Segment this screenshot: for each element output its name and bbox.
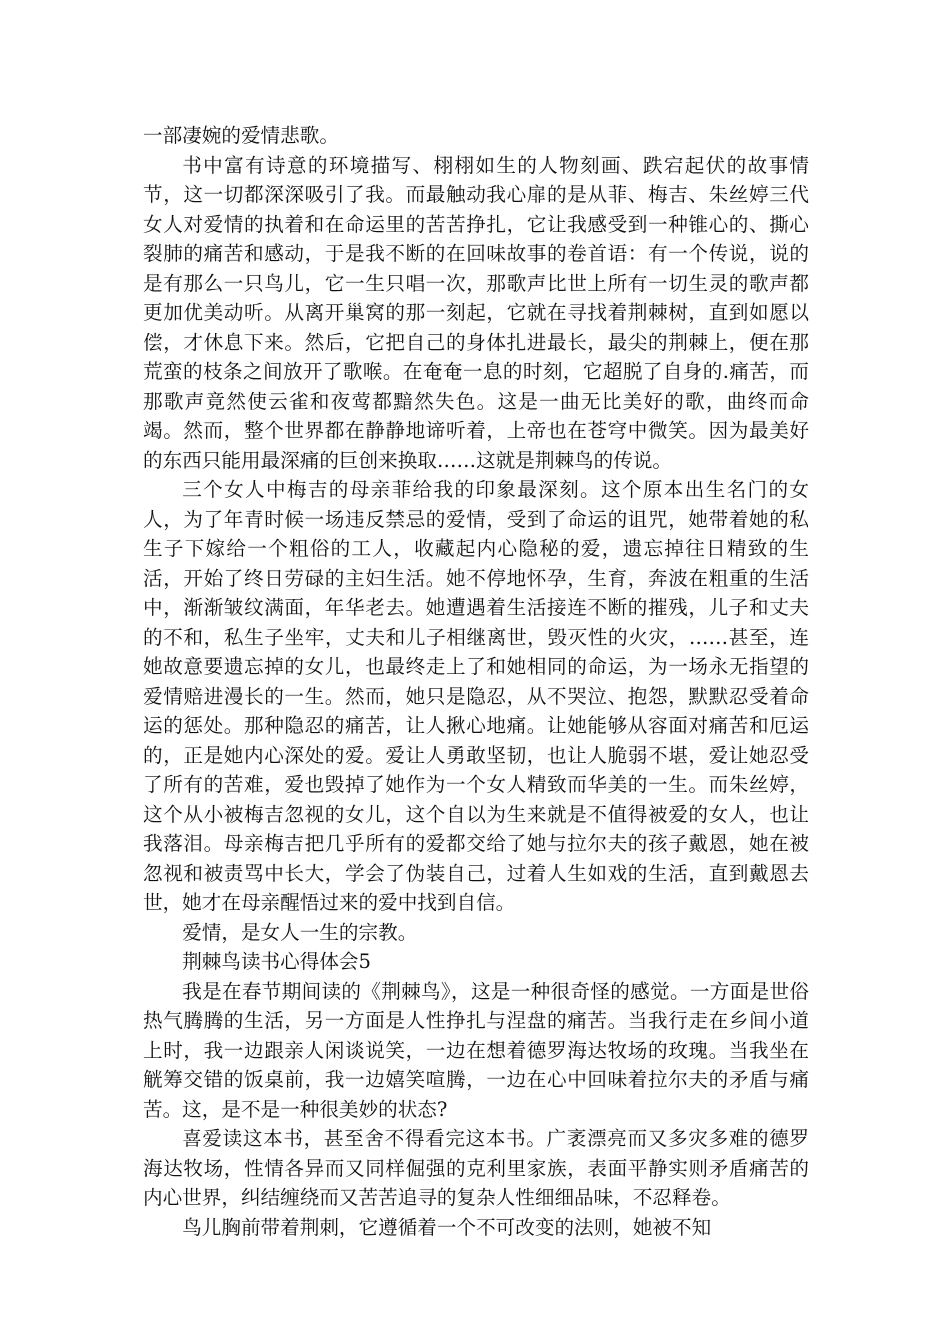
section-heading: 荆棘鸟读书心得体会5 — [182, 950, 371, 973]
paragraph-story-intro: 书中富有诗意的环境描写、栩栩如生的人物刻画、跌宕起伏的故事情节，这一切都深深吸引了我。而最触动我心扉的是从菲、梅吉、朱丝婷三代女人对爱情的执着和在命运里的苦苦挣扎，它让我感受到一种锥心的、撕心裂肺的痛苦和感动，于是我不断的在回味故事的卷首语：有一个传说，说的是有那么一只鸟儿，它一生只唱一次，那歌声比世上所有一切生灵的歌声都更加优美动听。从离开巢窝的那一刻起，它就在寻找着荆棘树，直到如愿以偿，才休息下来。然后，它把自己的身体扎进最长，最尖的荆棘上，便在那荒蛮的枝条之间放开了歌喉。在奄奄一息的时刻，它超脱了自身的.痛苦，而那歌声竟然使云雀和夜莺都黯然失色。这是一曲无比美好的歌，曲终而命竭。然而，整个世界都在静静地谛听着，上帝也在苍穹中微笑。因为最美好的东西只能用最深痛的巨创来换取……这就是荆棘鸟的传说。 — [143, 153, 809, 472]
paragraph-spring-festival: 我是在春节期间读的《荆棘鸟》，这是一种很奇怪的感觉。一方面是世俗热气腾腾的生活，另一方面是人性挣扎与涅盘的痛苦。当我行走在乡间小道上时，我一边跟亲人闲谈说笑，一边在想着德罗海达牧场的玫瑰。当我坐在觥筹交错的饭桌前，我一边嬉笑喧腾，一边在心中回味着拉尔夫的矛盾与痛苦。这，是不是一种很美妙的状态? — [143, 979, 809, 1121]
paragraph-bird-thorn: 鸟儿胸前带着荆刺，它遵循着一个不可改变的法则，她被不知 — [182, 1215, 712, 1239]
paragraph-love-religion: 爱情，是女人一生的宗教。 — [182, 920, 418, 944]
paragraph-love-reading: 喜爱读这本书，甚至舍不得看完这本书。广袤漂亮而又多灾多难的德罗海达牧场，性情各异而又同样倔强的克利里家族，表面平静实则矛盾痛苦的内心世界，纠结缠绕而又苦苦追寻的复杂人性细细品味，不忍释卷。 — [143, 1127, 809, 1209]
document-page — [143, 121, 809, 1242]
paragraph-three-women: 三个女人中梅吉的母亲菲给我的印象最深刻。这个原本出生名门的女人，为了年青时候一场违反禁忌的爱情，受到了命运的诅咒，她带着她的私生子下嫁给一个粗俗的工人，收藏起内心隐秘的爱，遗忘掉往日精致的生活，开始了终日劳碌的主妇生活。她不停地怀孕，生育，奔波在粗重的生活中，渐渐皱纹满面，年华老去。她遭遇着生活接连不断的摧残，儿子和丈夫的不和，私生子坐牢，丈夫和儿子相继离世，毁灭性的火灾，……甚至，连她故意要遗忘掉的女儿，也最终走上了和她相同的命运，为一场永无指望的爱情赔进漫长的一生。然而，她只是隐忍，从不哭泣、抱怨，默默忍受着命运的惩处。那种隐忍的痛苦，让人揪心地痛。让她能够从容面对痛苦和厄运的，正是她内心深处的爱。爱让人勇敢坚韧，也让人脆弱不堪，爱让她忍受了所有的苦难，爱也毁掉了她作为一个女人精致而华美的一生。而朱丝婷，这个从小被梅吉忽视的女儿，这个自以为生来就是不值得被爱的女人，也让我落泪。母亲梅吉把几乎所有的爱都交给了她与拉尔夫的孩子戴恩，她在被忽视和被责骂中长大，学会了伪装自己，过着人生如戏的生活，直到戴恩去世，她才在母亲醒悟过来的爱中找到自信。 — [143, 478, 809, 914]
paragraph-continuation: 一部凄婉的爱情悲歌。 — [143, 124, 339, 147]
